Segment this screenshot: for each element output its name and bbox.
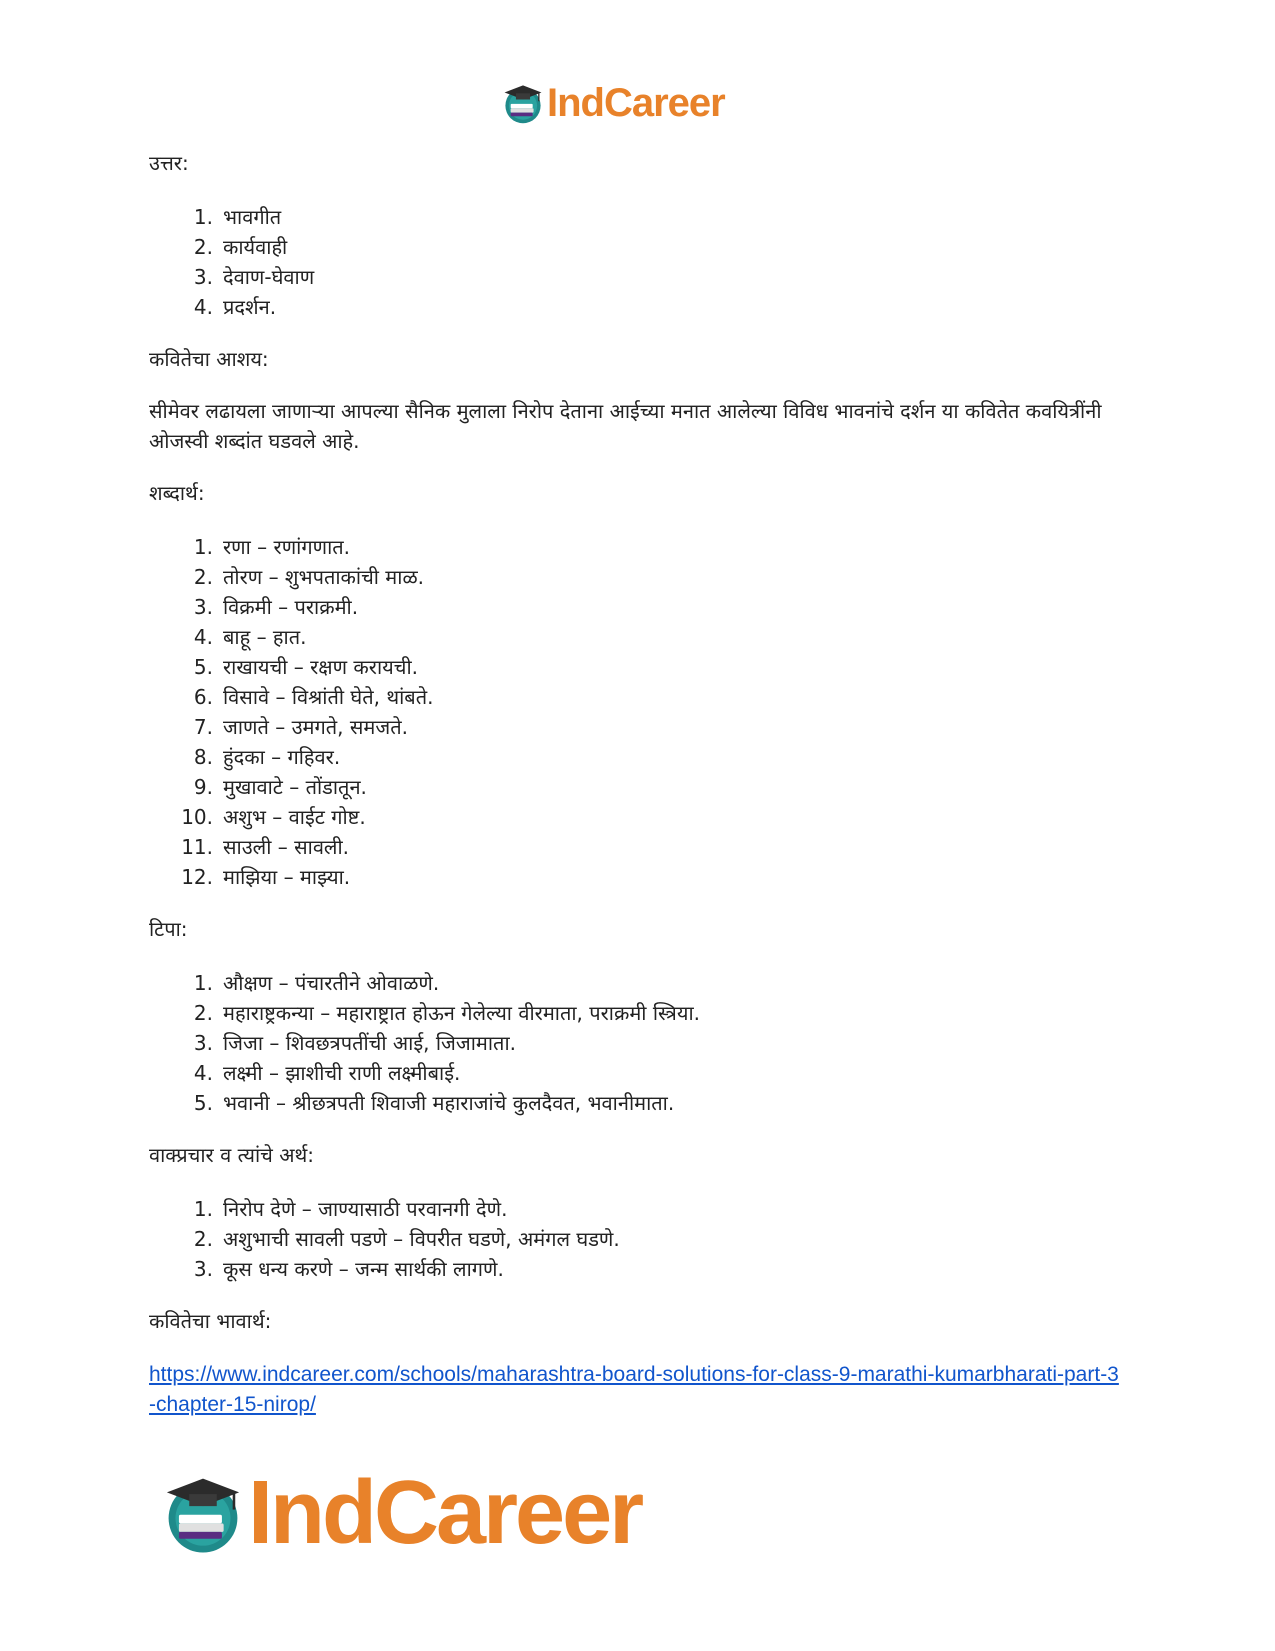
glossary-heading: शब्दार्थ: [149, 481, 205, 505]
phrases-heading: वाक्प्रचार व त्यांचे अर्थ: [149, 1143, 315, 1167]
list-number: 2. [193, 235, 213, 259]
list-text: विसावे – विश्रांती घेते, थांबते. [223, 685, 434, 709]
list-text: देवाण-घेवाण [223, 265, 315, 289]
list-item [149, 968, 1129, 998]
list-number: 11. [181, 835, 213, 859]
list-item [149, 832, 1129, 862]
list-text: माझिया – माझ्या. [223, 865, 351, 889]
list-text: प्रदर्शन. [223, 295, 277, 319]
theme-heading: कवितेचा आशय: [149, 347, 269, 371]
list-number: 3. [193, 1257, 213, 1281]
list-number: 5. [193, 1091, 213, 1115]
list-text: लक्ष्मी – झाशीची राणी लक्ष्मीबाई. [223, 1061, 461, 1085]
list-text: कूस धन्य करणे – जन्म सार्थकी लागणे. [223, 1257, 504, 1281]
list-number: 9. [193, 775, 213, 799]
list-item [149, 802, 1129, 832]
list-number: 4. [193, 295, 213, 319]
notes-list [149, 968, 1129, 1118]
list-number: 8. [193, 745, 213, 769]
list-number: 2. [193, 1227, 213, 1251]
list-item [149, 712, 1129, 742]
answer-heading: उत्तर: [149, 151, 189, 175]
brand-name: IndCareer [547, 80, 725, 125]
source-link[interactable]: https://www.indcareer.com/schools/maharashtra-board-solutions-for-class-9-marathi-kumarbharati-part-3-chapter-15-nirop/ [149, 1363, 1119, 1416]
list-text: भवानी – श्रीछत्रपती शिवाजी महाराजांचे कुलदैवत, भवानीमाता. [223, 1091, 675, 1115]
list-item [149, 1028, 1129, 1058]
list-number: 4. [193, 625, 213, 649]
list-number: 3. [193, 1031, 213, 1055]
list-number: 6. [193, 685, 213, 709]
theme-paragraph: सीमेवर लढायला जाणाऱ्या आपल्या सैनिक मुलाला निरोप देताना आईच्या मनात आलेल्या विविध भावनांचे दर्शन या कवितेत कवयित्रींनी ओजस्वी शब्दांत घडवले आहे. [149, 399, 1102, 453]
list-text: जिजा – शिवछत्रपतींची आई, जिजामाता. [223, 1031, 516, 1055]
glossary-list [149, 532, 1129, 892]
list-item [149, 592, 1129, 622]
list-number: 12. [181, 865, 213, 889]
list-text: रणा – रणांगणात. [223, 535, 351, 559]
list-item [149, 262, 1129, 292]
list-text: मुखावाटे – तोंडातून. [223, 775, 367, 799]
document-body [149, 146, 1129, 1420]
list-text: महाराष्ट्रकन्या – महाराष्ट्रात होऊन गेलेल्या वीरमाता, पराक्रमी स्त्रिया. [223, 1001, 700, 1025]
list-item [149, 292, 1129, 322]
list-text: जाणते – उमगते, समजते. [223, 715, 408, 739]
list-item [149, 1224, 1129, 1254]
list-text: अशुभाची सावली पडणे – विपरीत घडणे, अमंगल घडणे. [223, 1227, 620, 1251]
list-text: बाहू – हात. [223, 625, 307, 649]
list-text: कार्यवाही [223, 235, 288, 259]
list-item [149, 742, 1129, 772]
list-number: 2. [193, 1001, 213, 1025]
graduation-cap-book-globe-icon [501, 81, 545, 125]
list-text: विक्रमी – पराक्रमी. [223, 595, 359, 619]
list-item [149, 862, 1129, 892]
list-number: 3. [193, 595, 213, 619]
list-item [149, 622, 1129, 652]
list-item [149, 1194, 1129, 1224]
list-item [149, 232, 1129, 262]
list-number: 2. [193, 565, 213, 589]
list-item [149, 532, 1129, 562]
list-item [149, 202, 1129, 232]
list-number: 1. [193, 1197, 213, 1221]
list-number: 5. [193, 655, 213, 679]
list-number: 4. [193, 1061, 213, 1085]
list-item [149, 998, 1129, 1028]
list-text: राखायची – रक्षण करायची. [223, 655, 418, 679]
list-item [149, 1088, 1129, 1118]
list-item [149, 772, 1129, 802]
list-text: हुंदका – गहिवर. [223, 745, 341, 769]
list-text: निरोप देणे – जाण्यासाठी परवानगी देणे. [223, 1197, 508, 1221]
list-number: 1. [193, 971, 213, 995]
list-number: 3. [193, 265, 213, 289]
list-number: 1. [193, 535, 213, 559]
header-logo [501, 78, 725, 128]
list-text: भावगीत [223, 205, 282, 229]
list-number: 10. [181, 805, 213, 829]
brand-name: IndCareer [248, 1462, 642, 1563]
list-number: 7. [193, 715, 213, 739]
list-item [149, 1058, 1129, 1088]
notes-heading: टिपा: [149, 917, 188, 941]
summary-heading: कवितेचा भावार्थ: [149, 1309, 272, 1333]
footer-logo [160, 1458, 641, 1568]
answer-list [149, 202, 1129, 322]
list-text: औक्षण – पंचारतीने ओवाळणे. [223, 971, 440, 995]
list-item [149, 682, 1129, 712]
list-item [149, 562, 1129, 592]
phrases-list [149, 1194, 1129, 1284]
list-item [149, 1254, 1129, 1284]
list-text: तोरण – शुभपताकांची माळ. [223, 565, 425, 589]
list-text: अशुभ – वाईट गोष्ट. [223, 805, 366, 829]
list-text: साउली – सावली. [223, 835, 350, 859]
list-item [149, 652, 1129, 682]
list-number: 1. [193, 205, 213, 229]
graduation-cap-book-globe-icon [160, 1470, 246, 1556]
